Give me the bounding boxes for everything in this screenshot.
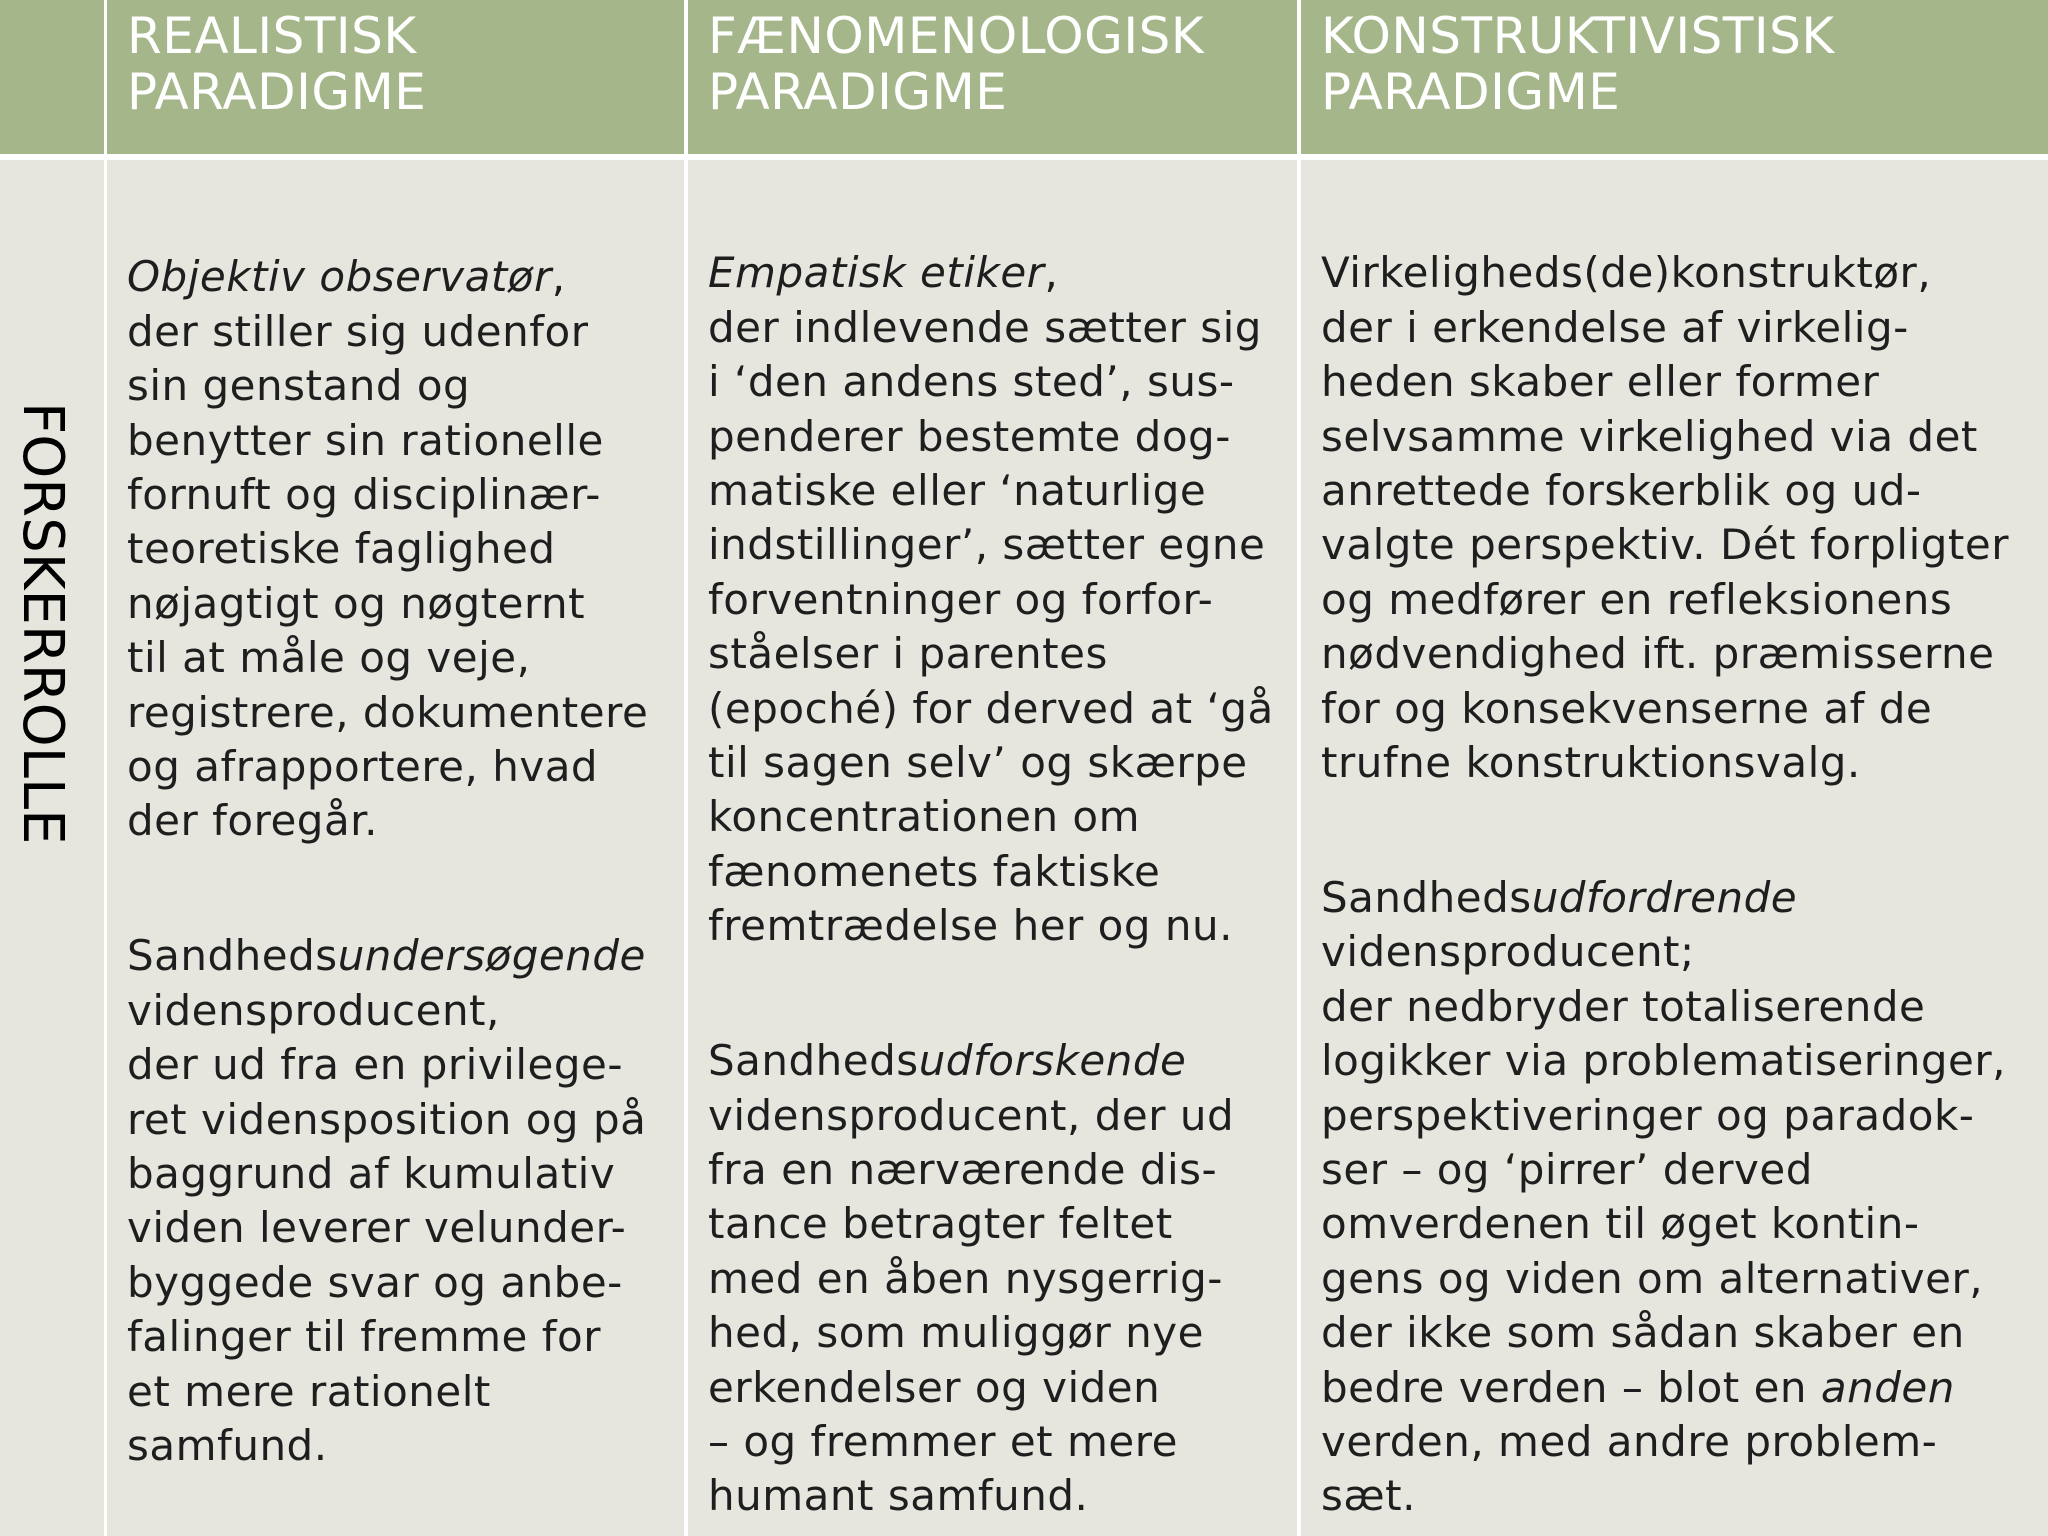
konstruktivistisk-producer-description-b: verden, med andre problem- sæt. [1321,1416,1938,1521]
faenomenologisk-truth-prefix: Sandheds [708,1036,919,1086]
row-label-cell [0,160,104,1536]
realistisk-role-description: , der stiller sig udenfor sin genstand og benytter sin rationelle fornuft og disciplinær- teoretiske faglighed nøjagtigt og nøgternt til at måle og veje, registrere, dokumentere og afrapportere, hvad der foregår. [127,252,649,846]
header-realistisk [107,0,684,154]
konstruktivistisk-role-description: , der i erkendelse af virkelig- heden skaber eller former selvsamme virkelighed via det anrettede forskerblik og ud- valgte perspektiv. Dét forpligter og medfører en refleksionens nødvendighed ift. præmisserne for og konsekvenserne af de trufne konstruktionsvalg. [1321,248,2009,788]
konstruktivistisk-anden-word: anden [1820,1362,1955,1412]
konstruktivistisk-producer-description-a: vidensproducent; der nedbryder totaliserende logikker via problematiseringer, perspektiveringer og paradok- ser – og ‘pirrer’ derved omverdenen til øget kontin- gens og viden om alternativer, der ikke som sådan skaber en bedre verden – blot en [1321,927,2006,1412]
header-faenomenologisk-title: FÆNOMENOLOGISK PARADIGME [708,7,1205,121]
realistisk-truth-prefix: Sandheds [127,931,338,981]
realistisk-body-cell [107,160,684,1536]
konstruktivistisk-role-title: Virkeligheds(de)konstruktør [1321,248,1918,298]
realistisk-paragraph-1 [127,250,676,848]
header-realistisk-title: REALISTISK PARADIGME [127,7,427,121]
konstruktivistisk-paragraph-2 [1321,871,2040,1524]
konstruktivistisk-paragraph-1 [1321,246,2040,790]
konstruktivistisk-body-cell [1301,160,2048,1536]
konstruktivistisk-truth-suffix: udfordrende [1531,872,1798,922]
header-konstruktivistisk-title: KONSTRUKTIVISTISK PARADIGME [1321,7,1835,121]
faenomenologisk-text [688,192,1297,1536]
row-label-forskerrolle: FORSKERROLLE [10,402,75,845]
faenomenologisk-role-title: Empatisk etiker [708,248,1045,298]
realistisk-producer-description: vidensproducent, der ud fra en privilege- ret vidensposition og på baggrund af kumulativ viden leverer velunder- byggede svar og anbe- falinger til fremme for et mere rationelt samfund. [127,985,647,1470]
realistisk-text [107,196,684,1528]
realistisk-role-title: Objektiv observatør [127,252,552,302]
header-konstruktivistisk [1301,0,2048,154]
konstruktivistisk-text [1301,192,2048,1536]
realistisk-paragraph-2 [127,929,676,1473]
header-faenomenologisk [688,0,1297,154]
realistisk-truth-suffix: undersøgende [337,931,646,981]
faenomenologisk-paragraph-2 [708,1034,1289,1524]
faenomenologisk-producer-description: vidensproducent, der ud fra en nærværende dis- tance betragter feltet med en åben nysgerrig- hed, som muliggør nye erkendelser og viden – og fremmer et mere humant samfund. [708,1090,1235,1521]
faenomenologisk-truth-suffix: udforskende [918,1036,1187,1086]
faenomenologisk-body-cell [688,160,1297,1536]
faenomenologisk-paragraph-1 [708,246,1289,953]
header-corner-cell [0,0,104,154]
konstruktivistisk-truth-prefix: Sandheds [1321,872,1532,922]
faenomenologisk-role-description: , der indlevende sætter sig i ‘den andens sted’, sus- penderer bestemte dog- matiske eller ‘naturlige indstillinger’, sætter egne forventninger og forfor- ståelser i parentes (epoché) for derved at ‘gå til sagen selv’ og skærpe koncentrationen om fænomenets faktiske fremtrædelse her og nu. [708,248,1274,951]
